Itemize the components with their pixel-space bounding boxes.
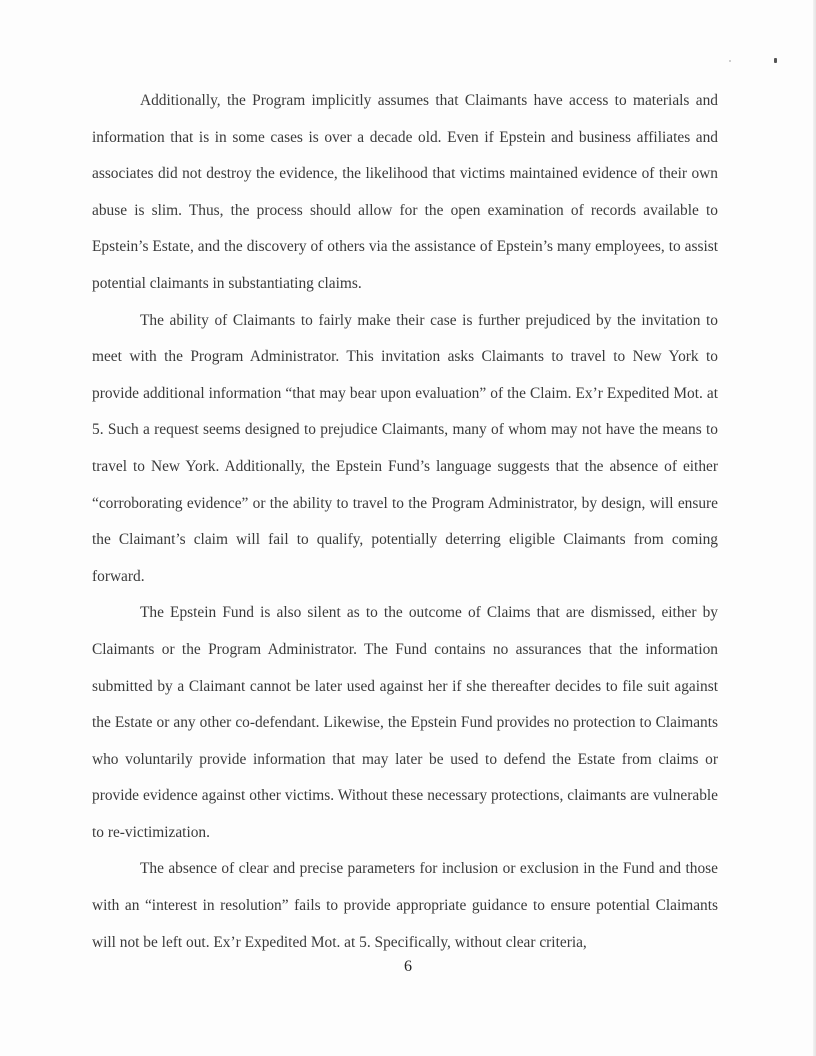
paragraph-dismissed-claims: The Epstein Fund is also silent as to the outcome of Claims that are dismissed, either by Claimants or the Program Administrator. The Fund contains no assurances that the information submitted by a Claimant cannot be later used against her if she thereafter decides to file suit against the Estate or any other co-defendant. Likewise, the Epstein Fund provides no protection to Claimants who voluntarily provide information that may later be used to defend the Estate from claims or provide evidence against other victims. Without these necessary protections, claimants are vulnerable to re-victimization. bbox=[92, 604, 718, 841]
body-text bbox=[92, 83, 718, 961]
paragraph-administrator-meeting: The ability of Claimants to fairly make their case is further prejudiced by the invitation to meet with the Program Administrator. This invitation asks Claimants to travel to New York to provide additional information “that may bear upon evaluation” of the Claim. Ex’r Expedited Mot. at 5. Such a request seems designed to prejudice Claimants, many of whom may not have the means to travel to New York. Additionally, the Epstein Fund’s language suggests that the absence of either “corroborating evidence” or the ability to travel to the Program Administrator, by design, will ensure the Claimant’s claim will fail to qualify, potentially deterring eligible Claimants from coming forward. bbox=[92, 311, 718, 585]
page-number: 6 bbox=[404, 958, 412, 975]
scan-artifact-mark bbox=[774, 58, 777, 63]
paragraph-evidence-access: Additionally, the Program implicitly assumes that Claimants have access to materials and information that is in some cases is over a decade old. Even if Epstein and business affiliates and associates did not destroy the evidence, the likelihood that victims maintained evidence of their own abuse is slim. Thus, the process should allow for the open examination of records available to Epstein’s Estate, and the discovery of others via the assistance of Epstein’s many employees, to assist potential claimants in substantiating claims. bbox=[92, 92, 718, 292]
paragraph-inclusion-parameters: The absence of clear and precise parameters for inclusion or exclusion in the Fund and those with an “interest in resolution” fails to provide appropriate guidance to ensure potential Claimants will not be left out. Ex’r Expedited Mot. at 5. Specifically, without clear criteria, bbox=[92, 860, 718, 951]
scan-artifact-dot bbox=[729, 60, 731, 62]
